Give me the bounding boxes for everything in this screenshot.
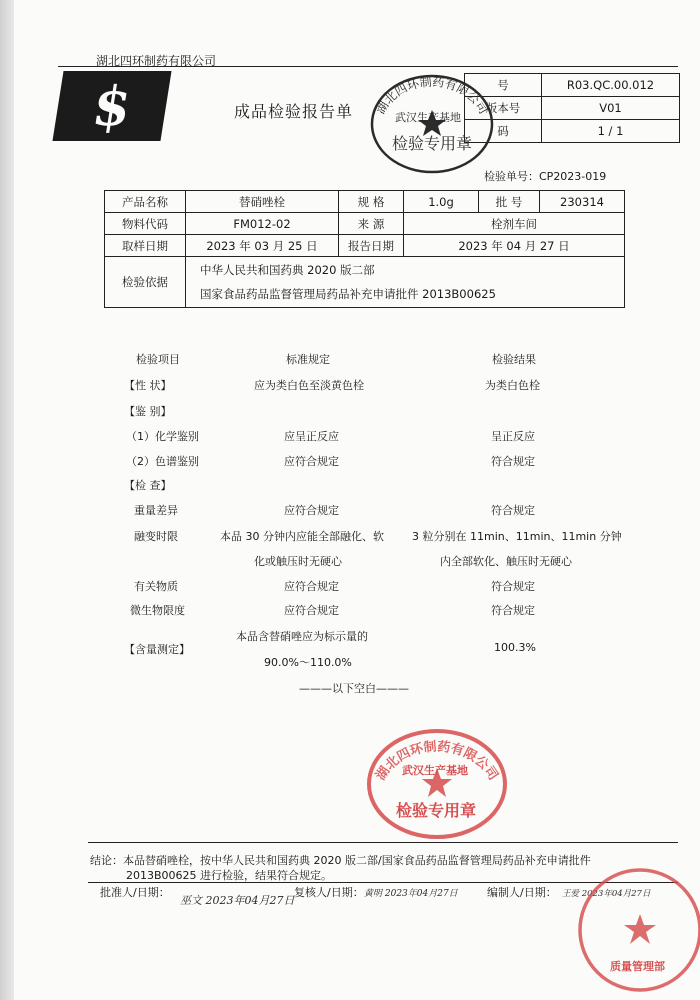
preparer-signature: 王爱 2023年04月27日	[562, 889, 651, 899]
result-standard: 90.0%～110.0%	[264, 656, 352, 669]
result-standard: 应为类白色至淡黄色栓	[254, 379, 364, 392]
spec-label: 规 格	[339, 191, 404, 213]
result-standard: 应符合规定	[284, 604, 339, 617]
source-value: 栓剂车间	[404, 213, 625, 235]
reviewer-label: 复核人/日期：	[294, 886, 364, 899]
basis-line-2: 国家食品药品监督管理局药品补充申请批件 2013B00625	[200, 287, 496, 301]
results-header-standard: 标准规定	[286, 353, 330, 366]
result-standard: 应呈正反应	[284, 430, 339, 443]
result-item: 微生物限度	[130, 604, 185, 617]
reviewer-signature: 黄明 2023年04月27日	[364, 889, 458, 899]
header-rule	[58, 66, 678, 67]
document-sheet	[14, 0, 700, 1000]
result-standard: 化或触压时无硬心	[254, 555, 342, 568]
result-standard: 应符合规定	[284, 580, 339, 593]
blank-below-marker: ———以下空白———	[299, 682, 409, 695]
stamp-branch-text: 武汉生产基地	[395, 111, 461, 124]
batch-value: 230314	[540, 191, 625, 213]
result-item: （2）色谱鉴别	[126, 455, 199, 468]
result-value: 呈正反应	[491, 430, 535, 443]
basis-label: 检验依据	[105, 257, 186, 308]
red-stamp-branch-text: 武汉生产基地	[402, 764, 468, 777]
result-value: 符合规定	[491, 604, 535, 617]
conclusion-line-2: 2013B00625 进行检验，结果符合规定。	[126, 869, 333, 882]
basis-value	[186, 257, 625, 308]
result-standard: 应符合规定	[284, 504, 339, 517]
result-item: 【性 状】	[124, 379, 172, 392]
result-standard: 应符合规定	[284, 455, 339, 468]
stamp-company-text: 湖北四环制药有限公司	[373, 74, 491, 117]
material-value: FM012-02	[186, 213, 339, 235]
conclusion-rule	[88, 842, 678, 843]
results-header-result: 检验结果	[492, 353, 536, 366]
spec-value: 1.0g	[404, 191, 479, 213]
company-name: 湖北四环制药有限公司	[96, 54, 217, 68]
product-label: 产品名称	[105, 191, 186, 213]
inspection-stamp-red	[362, 724, 512, 842]
qa-stamp-label: 质量管理部	[610, 960, 665, 973]
meta-value: R03.QC.00.012	[542, 74, 680, 97]
results-header-item: 检验项目	[136, 353, 180, 366]
meta-value: 1 / 1	[542, 120, 680, 143]
approver-signature: 巫文 2023年04月27日	[180, 894, 295, 907]
result-item: 【鉴 别】	[124, 405, 172, 418]
red-stamp-label-text: 检验专用章	[396, 801, 477, 820]
company-logo: $	[52, 71, 171, 141]
conclusion-line-1: 结论：本品替硝唑栓，按中华人民共和国药典 2020 版二部/国家食品药品监督管理局药品补充申请批件	[90, 854, 591, 867]
result-value: 符合规定	[491, 580, 535, 593]
sample-date-value: 2023 年 03 月 25 日	[186, 235, 339, 257]
result-value: 符合规定	[491, 504, 535, 517]
report-date-label: 报告日期	[339, 235, 404, 257]
result-value: 为类白色栓	[485, 379, 540, 392]
result-item: 有关物质	[134, 580, 178, 593]
result-item: 【含量测定】	[124, 643, 190, 656]
sample-date-label: 取样日期	[105, 235, 186, 257]
product-info-table	[104, 190, 625, 308]
result-item: （1）化学鉴别	[126, 430, 199, 443]
result-value: 3 粒分别在 11min、11min、11min 分钟	[412, 530, 622, 543]
meta-label: 号	[465, 74, 542, 97]
qa-department-stamp	[574, 858, 700, 1000]
preparer-label: 编制人/日期：	[487, 886, 557, 899]
page-shadow	[0, 0, 14, 1000]
report-date-value: 2023 年 04 月 27 日	[404, 235, 625, 257]
report-number: 检验单号：CP2023-019	[484, 170, 607, 183]
result-value: 符合规定	[491, 455, 535, 468]
document-title: 成品检验报告单	[234, 102, 354, 121]
result-value: 100.3%	[494, 641, 536, 654]
red-stamp-company-text: 湖北四环制药有限公司	[373, 739, 501, 784]
meta-label: 版本号	[465, 97, 542, 120]
result-standard: 本品含替硝唑应为标示量的	[236, 630, 368, 643]
basis-line-1: 中华人民共和国药典 2020 版二部	[200, 263, 375, 277]
product-value: 替硝唑栓	[186, 191, 339, 213]
stamp-label-text: 检验专用章	[392, 134, 473, 153]
meta-value: V01	[542, 97, 680, 120]
result-item: 【检 查】	[124, 479, 172, 492]
approver-label: 批准人/日期：	[100, 886, 170, 899]
result-item: 重量差异	[134, 504, 178, 517]
result-value: 内全部软化、触压时无硬心	[440, 555, 572, 568]
material-label: 物料代码	[105, 213, 186, 235]
meta-label: 码	[465, 120, 542, 143]
source-label: 来 源	[339, 213, 404, 235]
result-standard: 本品 30 分钟内应能全部融化、软	[220, 530, 384, 543]
result-item: 融变时限	[134, 530, 178, 543]
batch-label: 批 号	[479, 191, 540, 213]
